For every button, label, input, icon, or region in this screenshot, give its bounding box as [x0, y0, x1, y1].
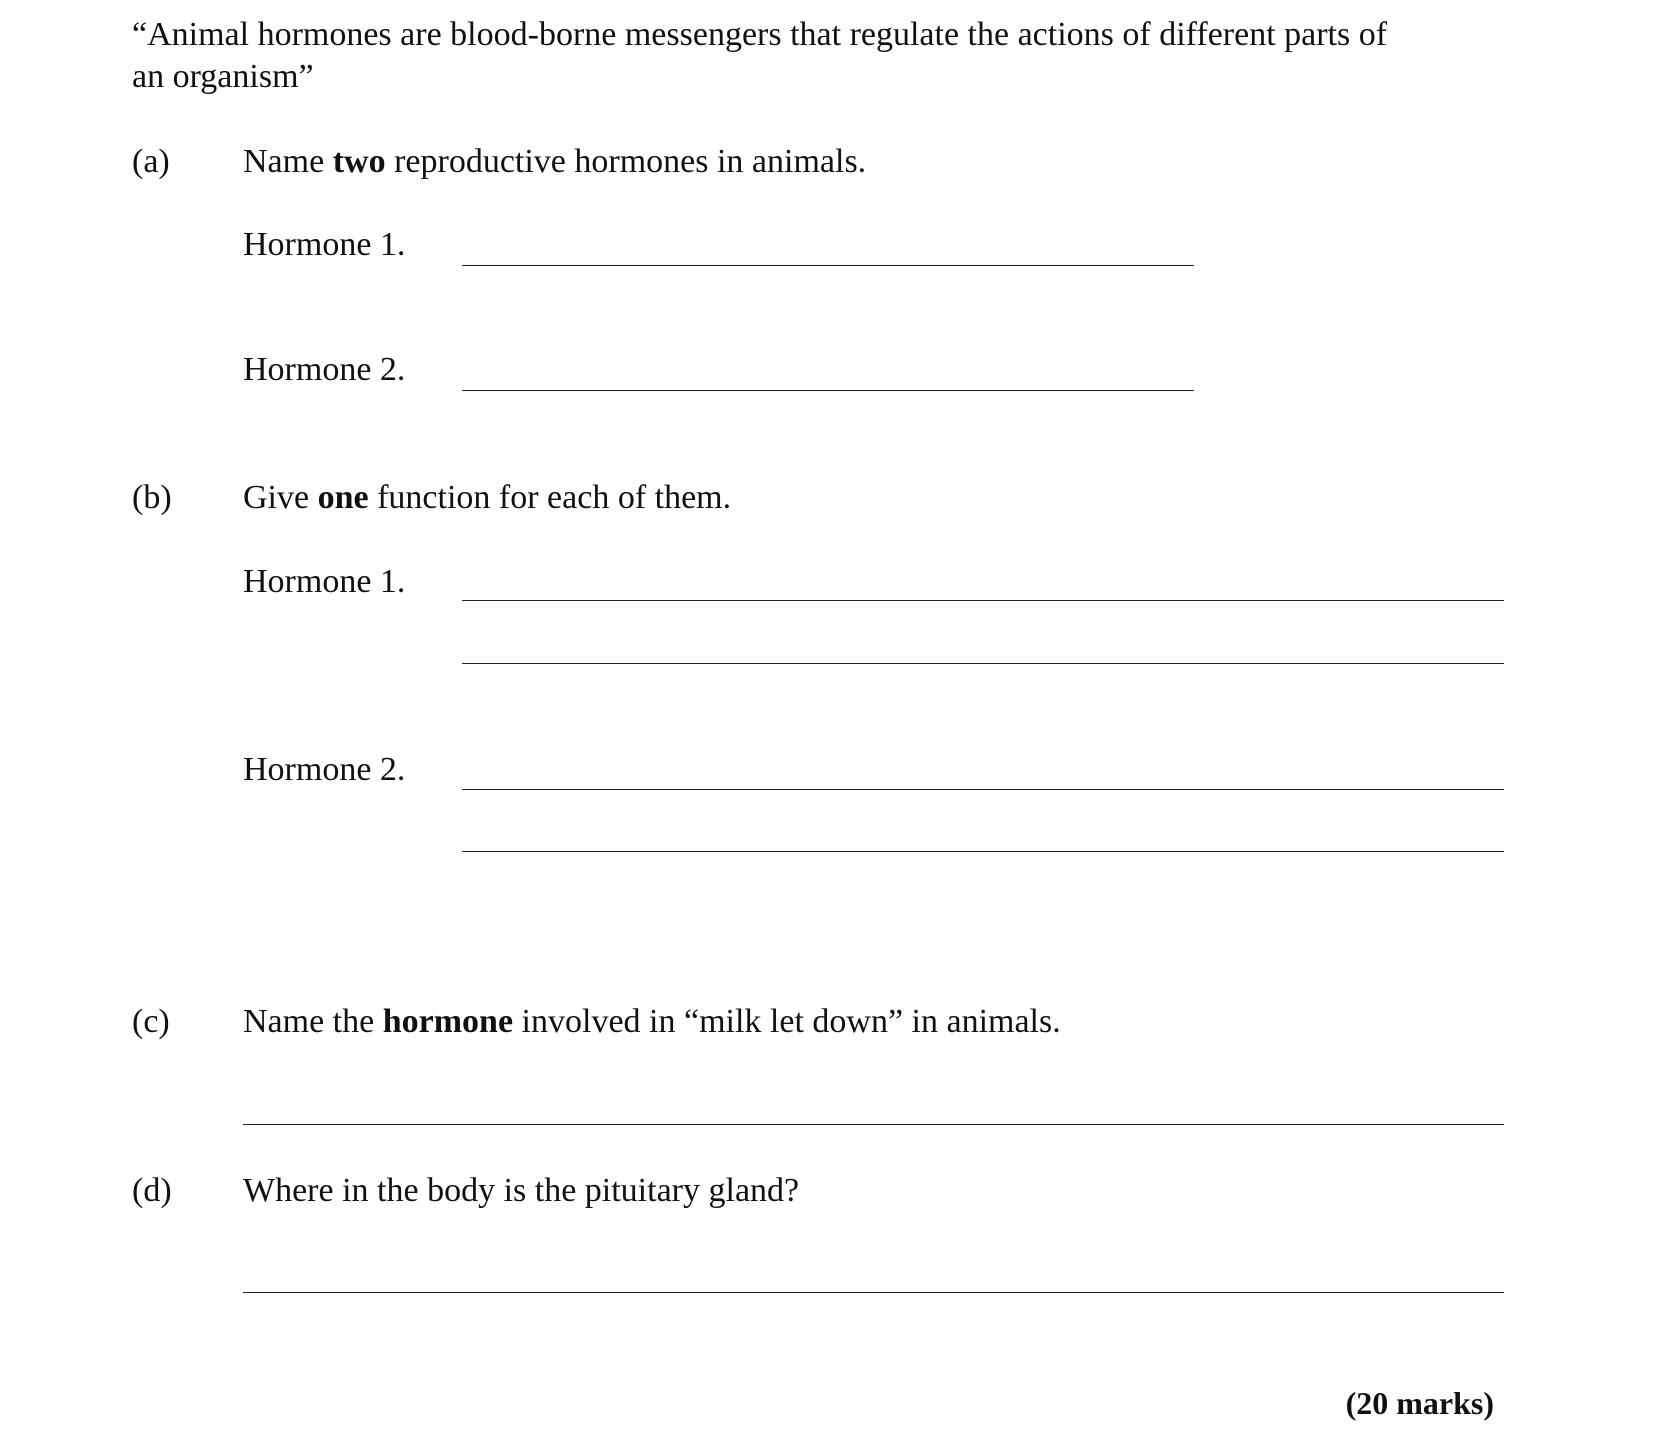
- part-b-hormone-2-answer-line-1[interactable]: [462, 789, 1504, 790]
- part-b-question: Give one function for each of them.: [243, 479, 732, 516]
- part-d-answer-line[interactable]: [243, 1292, 1504, 1293]
- part-d-question: Where in the body is the pituitary gland?: [243, 1172, 800, 1209]
- part-b-hormone-1-answer-line-1[interactable]: [462, 600, 1504, 601]
- part-c-label: (c): [132, 1003, 170, 1040]
- part-b-emphasis: one: [317, 479, 369, 516]
- part-a-hormone-2-answer-line[interactable]: [462, 390, 1194, 391]
- part-b-hormone-1-label: Hormone 1.: [243, 563, 406, 600]
- part-a-hormone-1-answer-line[interactable]: [462, 265, 1194, 266]
- part-c-answer-line[interactable]: [243, 1124, 1504, 1125]
- part-a-hormone-1-label: Hormone 1.: [243, 226, 406, 263]
- part-a-question: Name two reproductive hormones in animals.: [243, 143, 867, 180]
- part-a-hormone-2-label: Hormone 2.: [243, 351, 406, 388]
- part-d-label: (d): [132, 1172, 172, 1209]
- part-b-label: (b): [132, 479, 172, 516]
- intro-line-2: an organism”: [132, 58, 314, 95]
- question-intro: [132, 14, 1512, 98]
- part-b-hormone-2-answer-line-2[interactable]: [462, 851, 1504, 852]
- intro-line-1: “Animal hormones are blood-borne messengers that regulate the actions of different parts of: [132, 16, 1388, 53]
- part-c-emphasis: hormone: [382, 1003, 514, 1040]
- part-b-hormone-2-label: Hormone 2.: [243, 751, 406, 788]
- part-a-label: (a): [132, 143, 170, 180]
- part-b-hormone-1-answer-line-2[interactable]: [462, 663, 1504, 664]
- part-c-question: Name the hormone involved in “milk let down” in animals.: [243, 1003, 1061, 1040]
- total-marks: (20 marks): [1345, 1385, 1494, 1421]
- part-a-emphasis: two: [332, 143, 386, 180]
